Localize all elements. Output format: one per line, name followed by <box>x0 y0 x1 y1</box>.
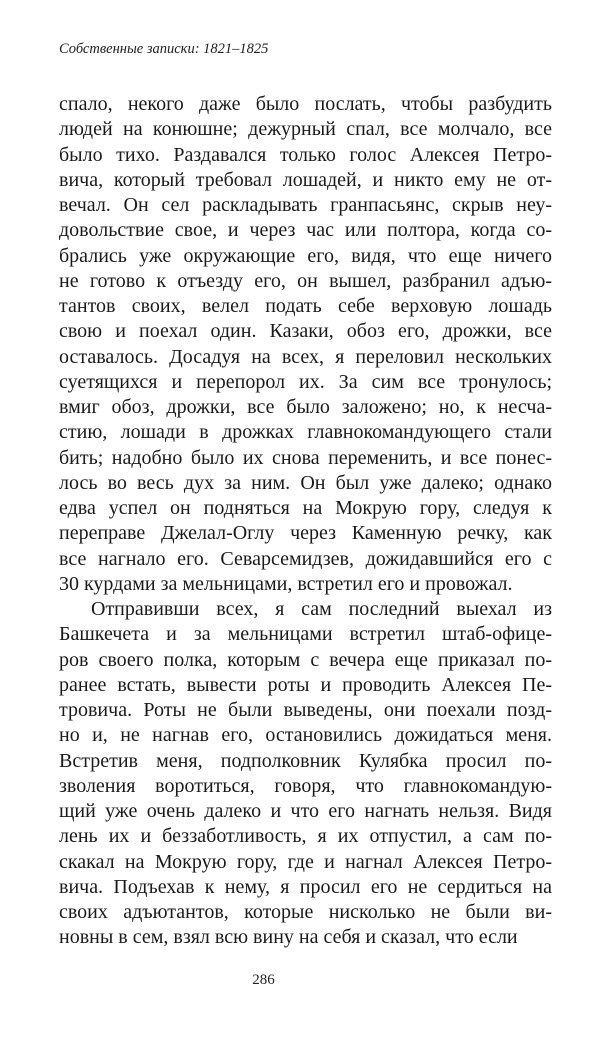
text-line: щий уже очень далеко и что его нагнать нельзя. Видя <box>59 800 552 822</box>
text-line: тантов своих, велел подать себе верховую лошадь <box>59 295 552 317</box>
paragraph <box>59 597 552 951</box>
text-line: 30 курдами за мельницами, встретил его и провожал. <box>59 572 513 595</box>
text-line: бить; надобно было их снова переменить, и все понес- <box>59 446 552 469</box>
text-line: своих адъютантов, которые нисколько не были ви- <box>59 901 552 923</box>
text-line: тровича. Роты не были выведены, они поехали позд- <box>59 699 552 721</box>
text-line: суетящихся и перепорол их. За сим все тронулось; <box>59 370 552 393</box>
text-line: Встретив меня, подполковник Кулябка просил по- <box>59 749 552 772</box>
text-line: вечал. Он сел раскладывать гранпасьянс, скрыв неу- <box>59 194 552 216</box>
text-line: ров своего полка, которым с вечера еще приказал по- <box>59 648 552 671</box>
text-line: довольствие свое, и через час или полтора, когда со- <box>59 219 552 242</box>
text-line: Отправивши всех, я сам последний выехал из <box>91 598 552 620</box>
text-line: оставалось. Досадуя на всех, я переловил нескольких <box>59 345 552 368</box>
text-line: вича, который требовал лошадей, и никто ему не от- <box>59 168 552 191</box>
paragraph <box>59 92 552 597</box>
text-line: Башкечета и за мельницами встретил штаб-офице- <box>59 623 552 646</box>
text-line: все нагнало его. Севарсемидзев, дожидавшийся его с <box>59 547 552 570</box>
text-line: стию, лошади в дрожках главнокомандующего стали <box>59 421 552 444</box>
text-line: брались уже окружающие его, видя, что еще ничего <box>59 244 552 267</box>
text-line: новны в сем, взял всю вину на себя и сказал, что если <box>59 926 518 949</box>
text-line: не готово к отъезду его, он вышел, разбранил адъю- <box>59 269 552 292</box>
text-line: едва успел он подняться на Мокрую гору, следуя к <box>59 497 552 519</box>
text-line: лось во весь дух за ним. Он был уже далеко; однако <box>59 471 552 494</box>
text-line: было тихо. Раздавался только голос Алексея Петро- <box>59 143 552 166</box>
text-line: вмиг обоз, дрожки, все было заложено; но, к несча- <box>59 396 552 418</box>
body-text <box>59 92 552 951</box>
running-head: Собственные записки: 1821–1825 <box>59 41 269 57</box>
text-line: лень их и беззаботливость, я их отпустил, а сам по- <box>59 825 552 848</box>
text-line: зволения воротиться, говоря, что главнокомандую- <box>59 774 552 797</box>
text-line: вича. Подъехав к нему, я просил его не сердиться на <box>59 875 552 898</box>
text-line: спало, некого даже было послать, чтобы разбудить <box>59 93 552 115</box>
text-line: переправе Джелал-Оглу через Каменную речку, как <box>59 522 552 545</box>
text-line: свою и поехал один. Казаки, обоз его, дрожки, все <box>59 320 552 343</box>
page-number: 286 <box>252 972 275 988</box>
text-line: людей на конюшне; дежурный спал, все молчало, все <box>59 118 552 141</box>
text-line: но и, не нагнав его, остановились дожидаться меня. <box>59 724 552 747</box>
text-line: скакал на Мокрую гору, где и нагнал Алексея Петро- <box>59 850 552 873</box>
text-line: ранее встать, вывести роты и проводить Алексея Пе- <box>59 673 552 696</box>
